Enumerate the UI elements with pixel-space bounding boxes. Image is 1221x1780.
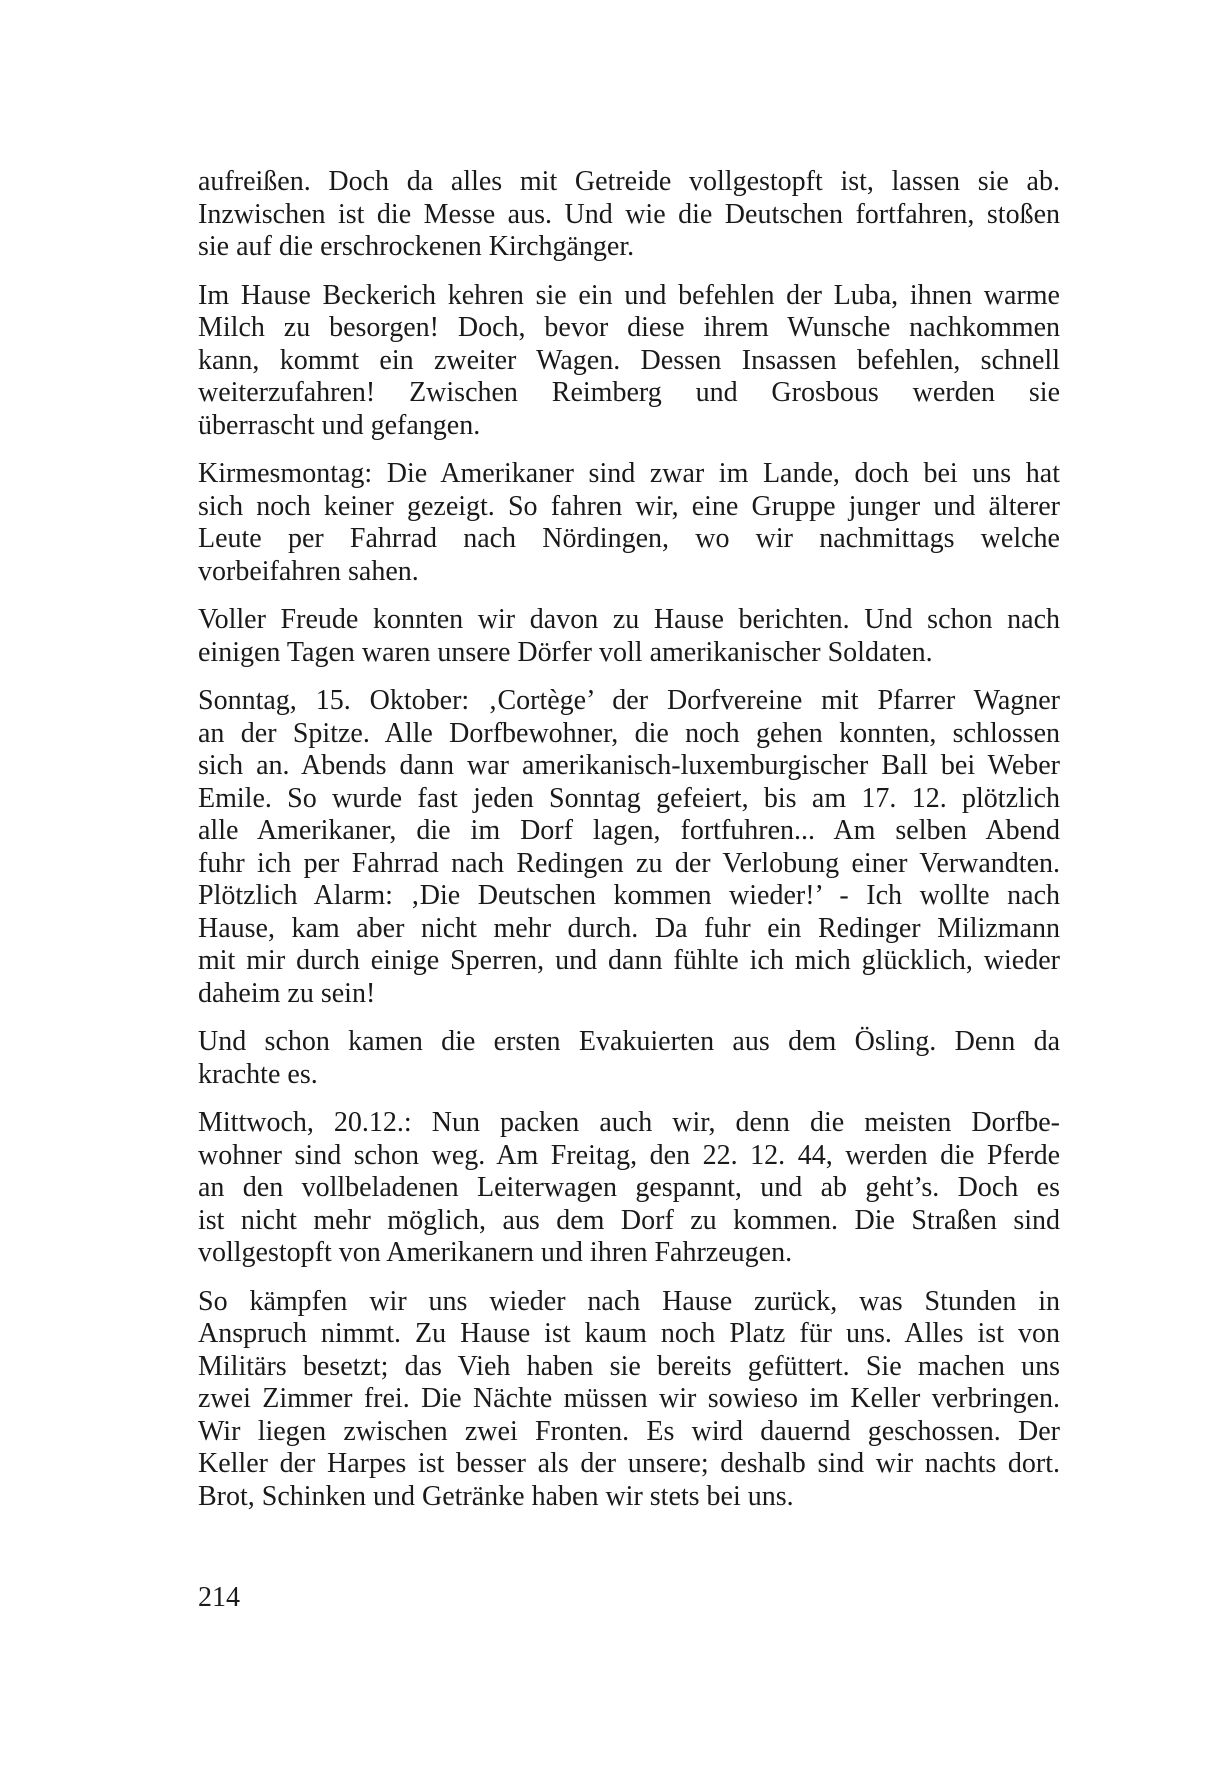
text-line: einigen Tagen waren unsere Dörfer voll amerikanischer Soldaten. [198,636,933,668]
text-line: kann, kommt ein zweiter Wagen. Dessen Insassen befehlen, schnell [198,344,1060,376]
text-line: Inzwischen ist die Messe aus. Und wie die Deutschen fortfahren, stoßen [198,198,1060,230]
page-number: 214 [198,1582,240,1613]
text-line: Anspruch nimmt. Zu Hause ist kaum noch Platz für uns. Alles ist von [198,1318,1060,1349]
paragraph [198,1026,1060,1091]
text-line: Hause, kam aber nicht mehr durch. Da fuhr ein Redinger Milizmann [198,912,1060,944]
paragraph [198,280,1060,443]
text-line: Und schon kamen die ersten Evakuierten aus dem Ösling. Denn da [198,1026,1060,1057]
text-line: Emile. So wurde fast jeden Sonntag gefeiert, bis am 17. 12. plötzlich [198,782,1060,814]
text-line: aufreißen. Doch da alles mit Getreide vollgestopft ist, lassen sie ab. [198,166,1060,197]
text-line: Milch zu besorgen! Doch, bevor diese ihrem Wunsche nachkommen [198,312,1060,343]
text-line: So kämpfen wir uns wieder nach Hause zurück, was Stunden in [198,1285,1060,1317]
paragraph [198,166,1060,264]
text-line: Leute per Fahrrad nach Nördingen, wo wir nachmittags welche [198,523,1060,554]
text-line: sich noch keiner gezeigt. So fahren wir, eine Gruppe junger und älterer [198,490,1060,522]
paragraph [198,1107,1060,1270]
text-line: Keller der Harpes ist besser als der unsere; deshalb sind wir nachts dort. [198,1448,1060,1479]
text-line: mit mir durch einige Sperren, und dann fühlte ich mich glücklich, wieder [198,945,1060,976]
paragraph [198,458,1060,588]
text-line: Brot, Schinken und Getränke haben wir stets bei uns. [198,1480,794,1512]
text-line: alle Amerikaner, die im Dorf lagen, fortfuhren... Am selben Abend [198,815,1060,846]
text-line: Plötzlich Alarm: ‚Die Deutschen kommen wieder!’ - Ich wollte nach [198,880,1060,911]
text-line: krachte es. [198,1058,318,1090]
text-line: zwei Zimmer frei. Die Nächte müssen wir sowieso im Keller verbringen. [198,1383,1060,1414]
text-line: Wir liegen zwischen zwei Fronten. Es wird dauernd geschossen. Der [198,1415,1060,1447]
text-line: vorbeifahren sahen. [198,555,419,587]
text-line: weiterzufahren! Zwischen Reimberg und Grosbous werden sie [198,377,1060,408]
text-line: ist nicht mehr möglich, aus dem Dorf zu kommen. Die Straßen sind [198,1204,1060,1236]
paragraph [198,685,1060,1010]
text-line: Mittwoch, 20.12.: Nun packen auch wir, denn die meisten Dorfbe- [198,1107,1060,1138]
paragraph [198,604,1060,669]
body-text [198,166,1060,1529]
text-line: daheim zu sein! [198,977,376,1009]
text-line: fuhr ich per Fahrrad nach Redingen zu der Verlobung einer Verwandten. [198,847,1060,879]
text-line: vollgestopft von Amerikanern und ihren Fahrzeugen. [198,1237,793,1268]
paragraph [198,1286,1060,1514]
text-line: überrascht und gefangen. [198,409,481,441]
text-line: wohner sind schon weg. Am Freitag, den 22. 12. 44, werden die Pferde [198,1139,1060,1171]
text-line: Voller Freude konnten wir davon zu Hause berichten. Und schon nach [198,604,1060,635]
text-line: an der Spitze. Alle Dorfbewohner, die noch gehen konnten, schlossen [198,717,1060,749]
text-line: Sonntag, 15. Oktober: ‚Cortège’ der Dorfvereine mit Pfarrer Wagner [198,685,1060,716]
text-line: sie auf die erschrockenen Kirchgänger. [198,231,635,262]
text-line: Militärs besetzt; das Vieh haben sie bereits gefüttert. Sie machen uns [198,1350,1060,1382]
text-line: Kirmesmontag: Die Amerikaner sind zwar im Lande, doch bei uns hat [198,458,1060,489]
text-line: an den vollbeladenen Leiterwagen gespannt, und ab geht’s. Doch es [198,1172,1060,1203]
text-line: sich an. Abends dann war amerikanisch-luxemburgischer Ball bei Weber [198,750,1060,781]
text-line: Im Hause Beckerich kehren sie ein und befehlen der Luba, ihnen warme [198,279,1060,311]
